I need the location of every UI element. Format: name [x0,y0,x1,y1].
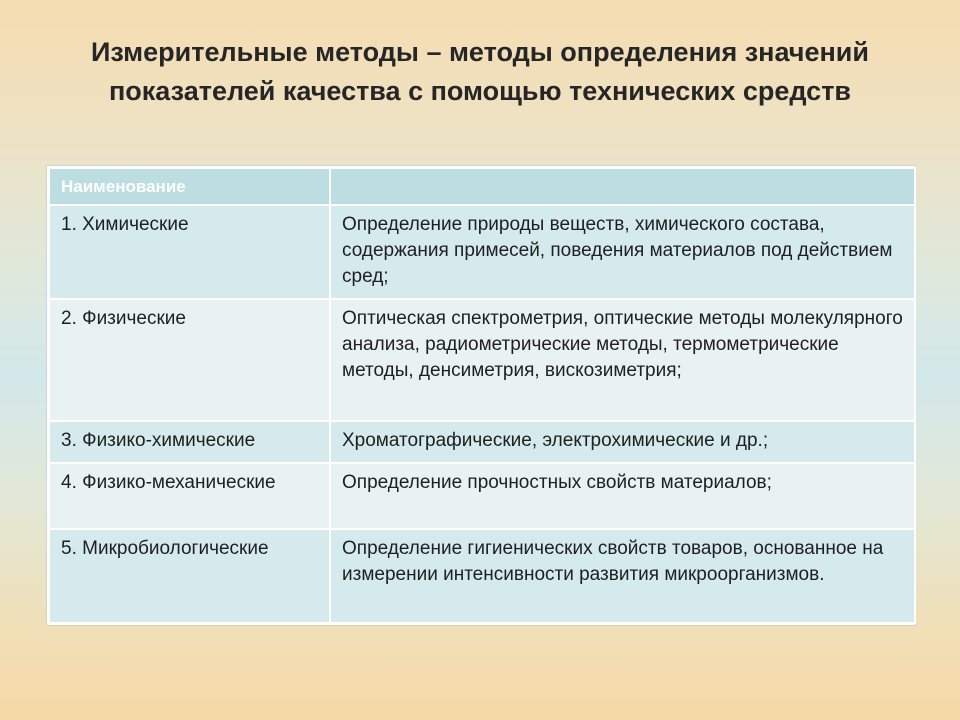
slide-title [40,33,920,111]
table-row [49,463,915,529]
methods-table-wrapper [47,166,915,625]
header-description [330,168,915,205]
method-description: Оптическая спектрометрия, оптические методы молекулярного анализа, радиометрические методы, термометрические методы, денсиметрия, вискозиметрия; [330,299,915,421]
method-name: 5. Микробиологические [49,529,330,623]
method-name: 3. Физико-химические [49,421,330,463]
method-description: Определение гигиенических свойств товаров, основанное на измерении интенсивности развития микроорганизмов. [330,529,915,623]
table-row [49,299,915,421]
method-name: 4. Физико-механические [49,463,330,529]
slide-title-rest: – методы определения значений показателей качества с помощью технических средств [108,37,869,106]
table-row [49,529,915,623]
method-description: Определение природы веществ, химического состава, содержания примесей, поведения материалов под действием сред; [330,205,915,299]
slide-title-bold: Измерительные методы [90,37,419,67]
method-name: 2. Физические [49,299,330,421]
table-row [49,421,915,463]
methods-table [48,167,916,624]
header-name: Наименование [49,168,330,205]
table-row [49,205,915,299]
method-description: Определение прочностных свойств материалов; [330,463,915,529]
method-description: Хроматографические, электрохимические и др.; [330,421,915,463]
method-name: 1. Химические [49,205,330,299]
table-header-row [49,168,915,205]
